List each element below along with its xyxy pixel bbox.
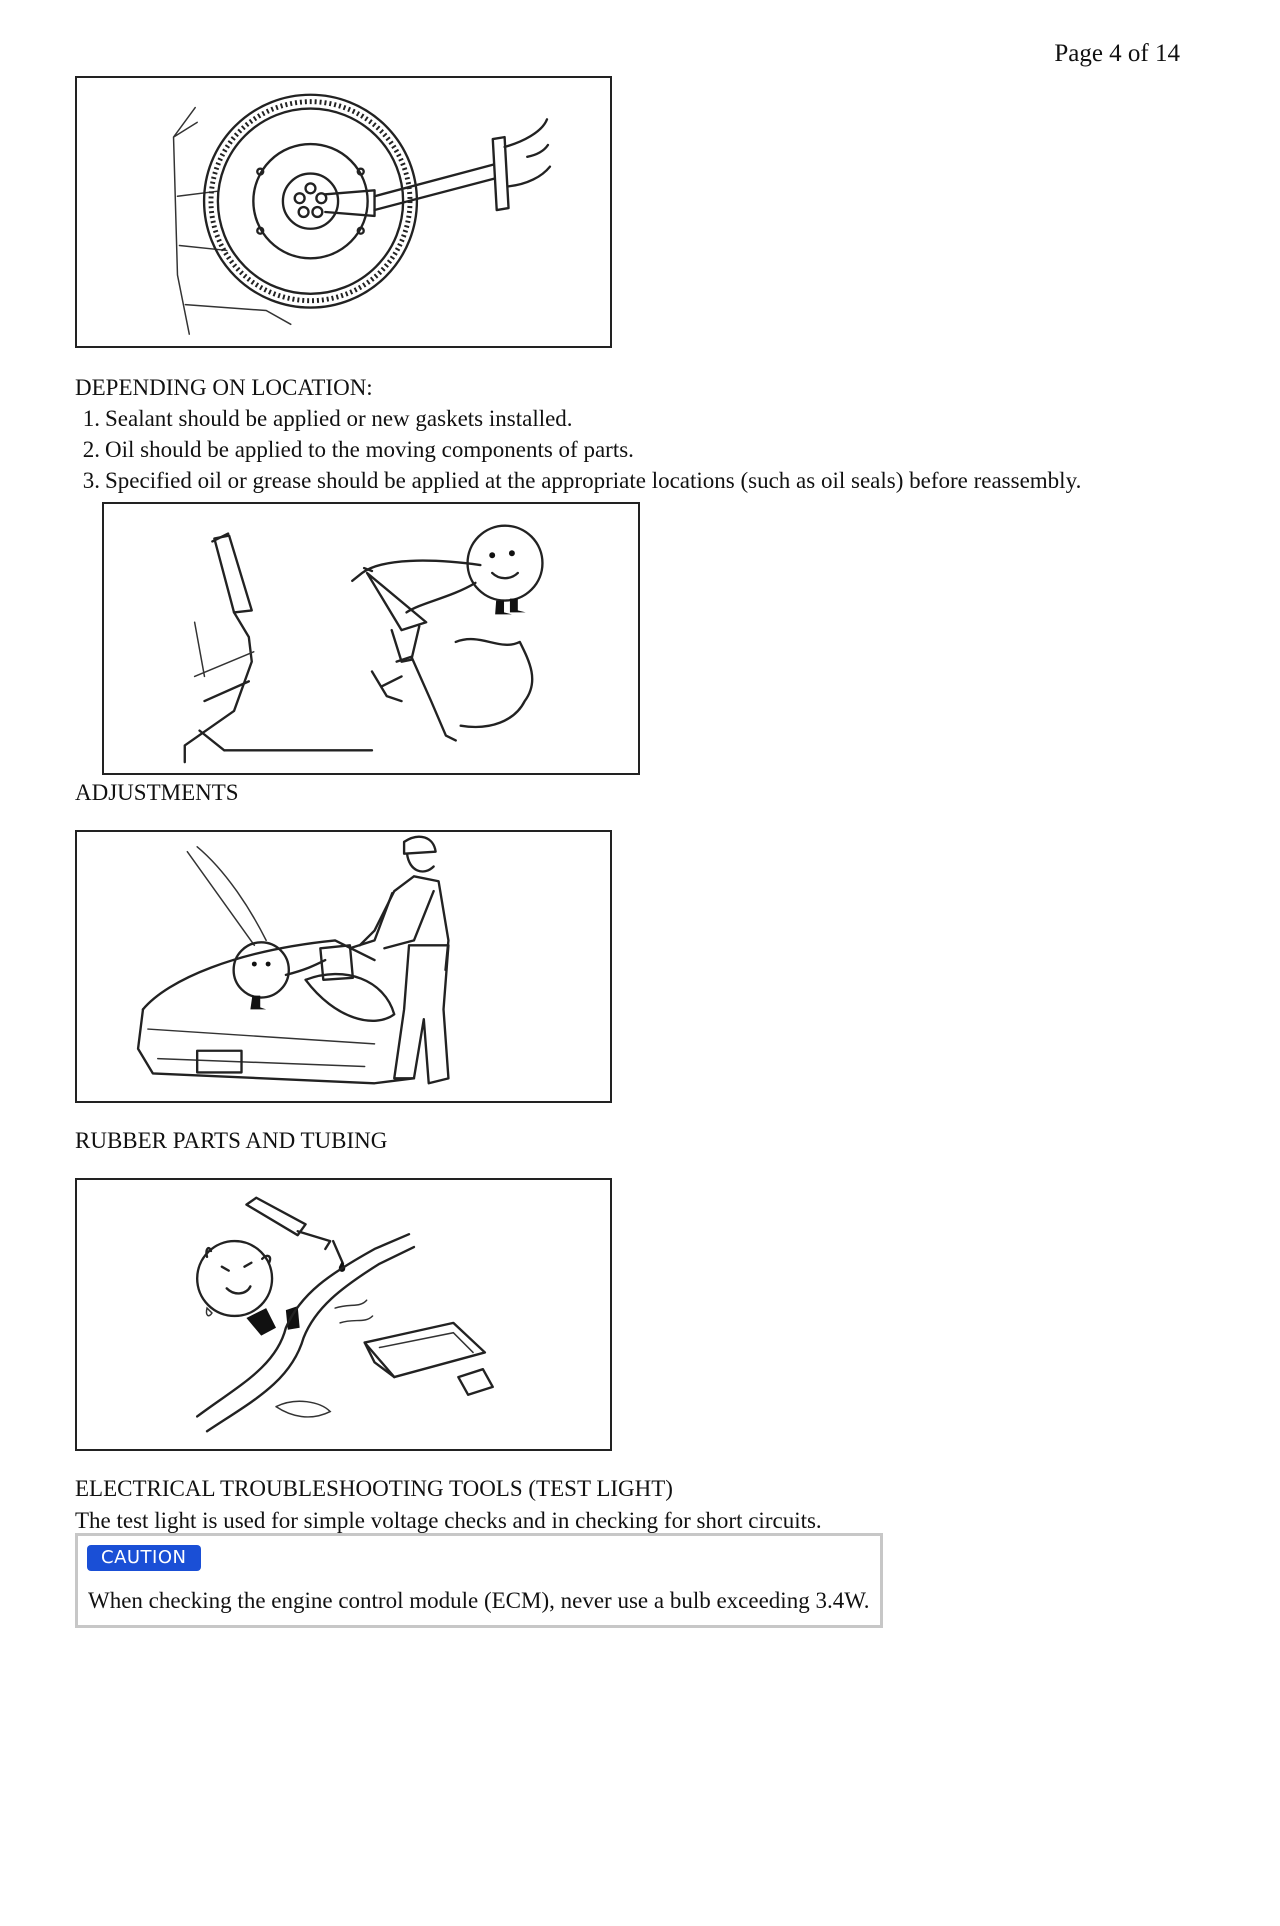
- list-item: 3. Specified oil or grease should be applied at the appropriate locations (such as oil seals) before reassembly.: [82, 468, 1082, 493]
- location-steps-list: [75, 403, 1081, 496]
- list-item: 1. Sealant should be applied or new gaskets installed.: [82, 406, 573, 431]
- electrical-description: The test light is used for simple voltage checks and in checking for short circuits.: [75, 1508, 822, 1533]
- electrical-heading: ELECTRICAL TROUBLESHOOTING TOOLS (TEST LIGHT): [75, 1476, 673, 1501]
- mechanic-adjusting-icon: [77, 832, 610, 1101]
- caution-box: [75, 1533, 883, 1628]
- sealant-oil-illustration: [102, 502, 640, 775]
- solvent-tubing-icon: [77, 1180, 610, 1449]
- rubber-parts-heading: RUBBER PARTS AND TUBING: [75, 1128, 388, 1153]
- location-heading: DEPENDING ON LOCATION:: [75, 375, 373, 400]
- caution-badge: CAUTION: [87, 1545, 201, 1571]
- flywheel-wrench-icon: [77, 78, 610, 346]
- rubber-tubing-illustration: [75, 1178, 612, 1451]
- adjustments-heading: ADJUSTMENTS: [75, 780, 239, 805]
- caution-text: When checking the engine control module (ECM), never use a bulb exceeding 3.4W.: [88, 1588, 870, 1613]
- mechanic-adjustment-illustration: [75, 830, 612, 1103]
- page-number: Page 4 of 14: [1054, 40, 1180, 67]
- sealant-oil-icon: [104, 504, 638, 773]
- list-item: 2. Oil should be applied to the moving components of parts.: [82, 437, 634, 462]
- flywheel-illustration: [75, 76, 612, 348]
